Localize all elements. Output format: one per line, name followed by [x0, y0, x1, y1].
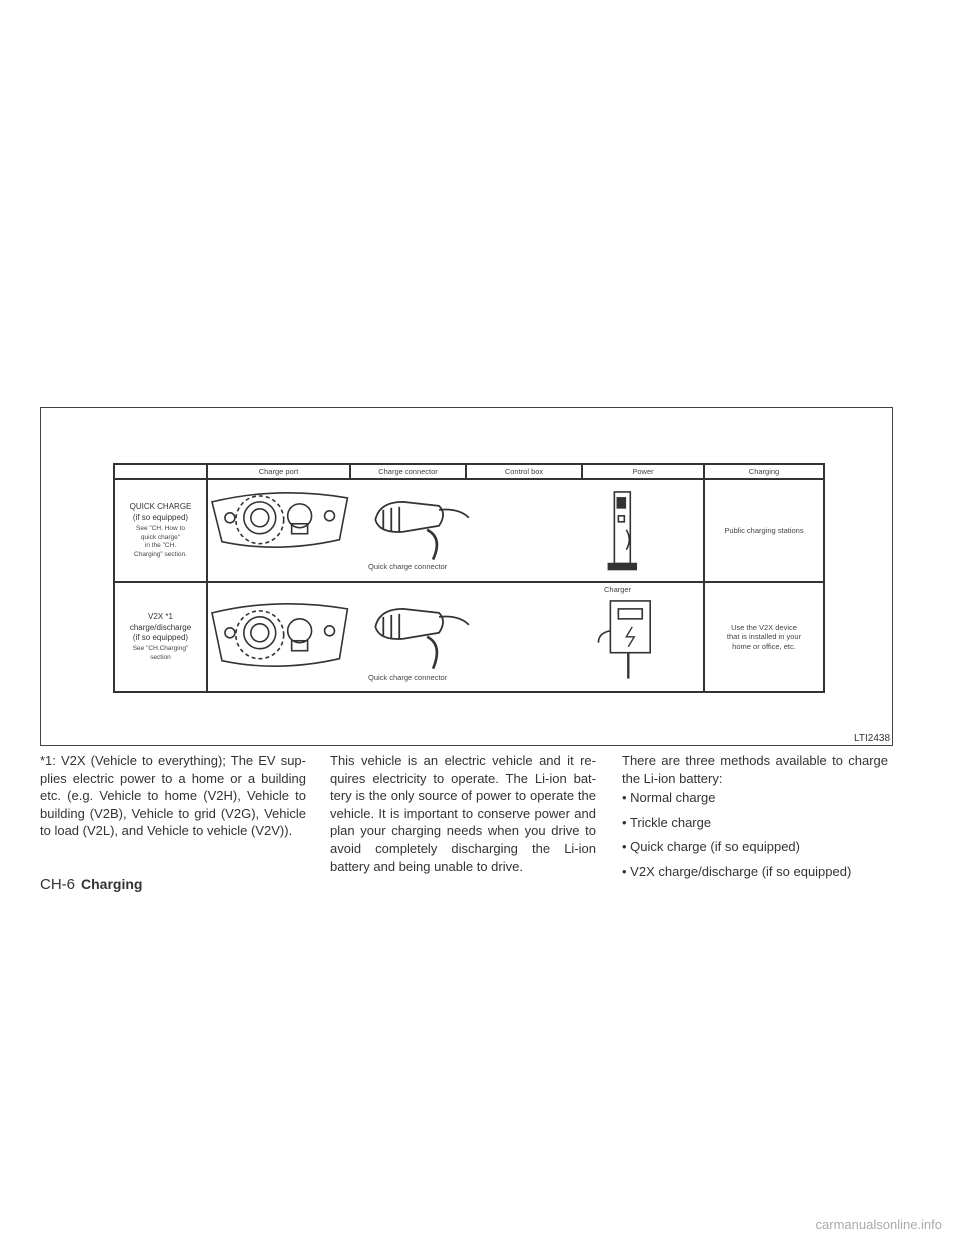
figure-code: LTI2438: [854, 733, 890, 744]
v2x-charger-icon: [598, 601, 650, 679]
header-power: Power: [582, 464, 704, 479]
quick-charge-illustration: [208, 480, 703, 581]
methods-intro: There are three methods available to charge the Li-ion battery:: [622, 753, 888, 786]
charge-port-icon: [212, 493, 347, 547]
watermark: carmanualsonline.info: [815, 1217, 942, 1232]
charging-station-icon: [608, 492, 636, 570]
list-item: • Trickle charge: [622, 814, 888, 832]
charging-v2x-device: Use the V2X device that is installed in your home or office, etc.: [704, 582, 824, 692]
charge-port-icon: [212, 604, 347, 666]
charging-methods-figure: [40, 407, 893, 746]
row-v2x-images: [207, 582, 704, 692]
list-item: • V2X charge/discharge (if so equipped): [622, 863, 888, 881]
intro-column: [330, 752, 596, 875]
section-name: Charging: [81, 876, 143, 892]
charging-public-stations: Public charging stations: [704, 479, 824, 582]
row-title: V2X *1 charge/discharge (if so equipped): [129, 612, 192, 642]
row-note: See "CH. How to quick charge" in the "CH. Charging" section.: [134, 525, 187, 558]
row-v2x-head: [114, 582, 207, 692]
quick-charge-connector-icon: [375, 609, 469, 669]
v2x-illustration: [208, 583, 703, 691]
page-number: CH-6: [40, 876, 76, 893]
row-note: See "CH.Charging" section: [132, 645, 189, 661]
corner-cell: [114, 464, 207, 479]
header-control-box: Control box: [466, 464, 582, 479]
footnote-column: [40, 752, 306, 840]
methods-list: [622, 789, 888, 880]
power-label: Charger: [604, 585, 632, 595]
header-charge-port: Charge port: [207, 464, 350, 479]
list-item: • Quick charge (if so equipped): [622, 838, 888, 856]
list-item: • Normal charge: [622, 789, 888, 807]
charging-methods-table: [113, 463, 825, 693]
page-footer: [40, 876, 142, 893]
connector-label: Quick charge connector: [368, 562, 448, 571]
header-charging: Charging: [704, 464, 824, 479]
row-title: QUICK CHARGE (if so equipped): [129, 502, 192, 522]
methods-column: [622, 752, 888, 888]
row-quick-charge-images: [207, 479, 704, 582]
v2x-footnote: *1: V2X (Vehicle to everything); The EV sup- plies electric power to a home or a building etc. (e.g. Vehicle to home (V2H), Vehicle to building (V2B), Vehicle to grid (V2G), Vehicle to load (V2L), and Vehicle to vehicle (V2V)).: [40, 753, 306, 839]
connector-label: Quick charge connector: [368, 673, 448, 683]
ev-intro-paragraph: This vehicle is an electric vehicle and it re- quires electricity to operate. The Li-ion bat- tery is the only source of power to operate the vehicle. It is important to conserve power and plan your charging needs when you drive to avoid completely discharging the Li-ion battery and being unable to drive.: [330, 753, 596, 874]
quick-charge-connector-icon: [375, 502, 469, 560]
header-charge-connector: Charge connector: [350, 464, 466, 479]
row-quick-charge-head: [114, 479, 207, 582]
